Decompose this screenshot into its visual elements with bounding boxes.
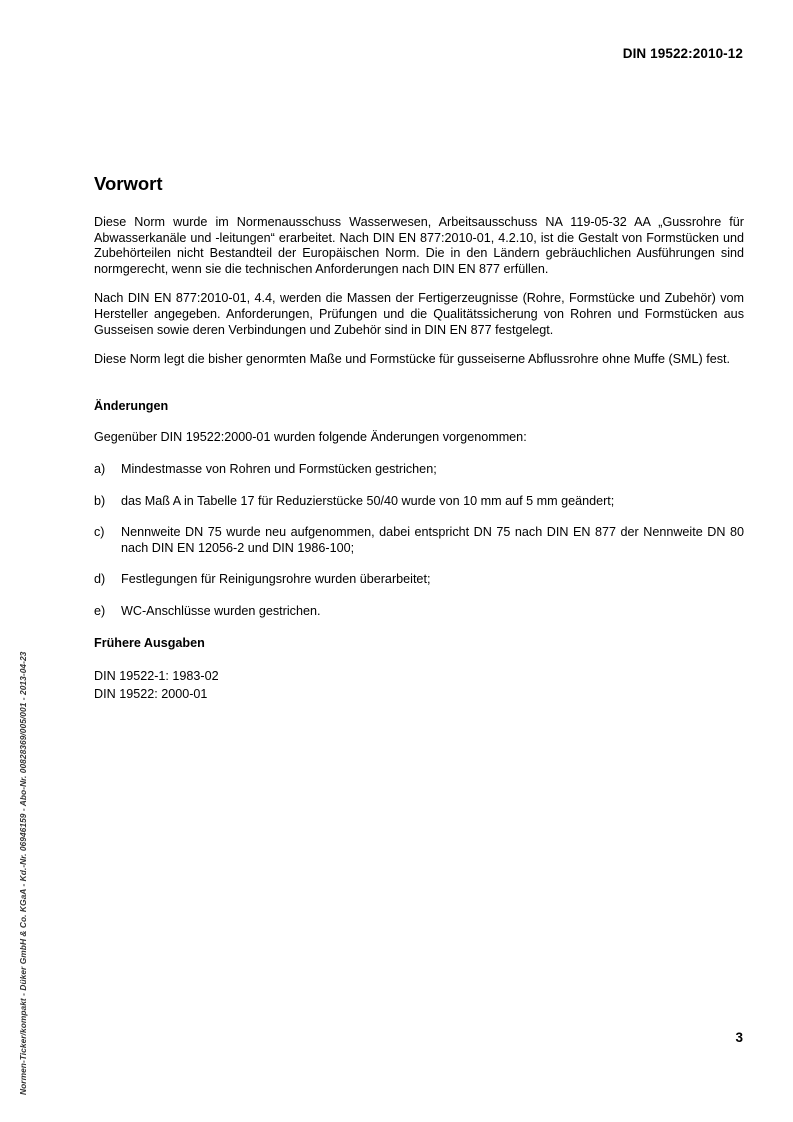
list-marker: b) — [94, 493, 106, 508]
list-item-text: Nennweite DN 75 wurde neu aufgenommen, dabei entspricht DN 75 nach DIN EN 877 der Nennweite DN 80 nach DIN EN 12056-2 und DIN 1986-100; — [121, 525, 744, 555]
previous-edition-item: DIN 19522-1: 1983-02 — [94, 669, 219, 684]
page-content — [94, 174, 744, 703]
list-item-text: das Maß A in Tabelle 17 für Reduzierstücke 50/40 wurde von 10 mm auf 5 mm geändert; — [121, 493, 615, 508]
license-side-note: Normen-Ticker/kompakt - Düker GmbH & Co. KGaA - Kd.-Nr. 06946159 - Abo-Nr. 00828369/005/001 - 2013-04-23 — [18, 651, 28, 1095]
list-item — [94, 572, 744, 588]
list-item — [94, 604, 744, 620]
previous-edition-item: DIN 19522: 2000-01 — [94, 687, 208, 702]
page-number: 3 — [735, 1030, 743, 1045]
list-marker: a) — [94, 461, 106, 476]
changes-intro: Gegenüber DIN 19522:2000-01 wurden folgende Änderungen vorgenommen: — [94, 430, 527, 445]
list-marker: c) — [94, 525, 105, 540]
document-id: DIN 19522:2010-12 — [622, 46, 743, 61]
previous-editions-heading: Frühere Ausgaben — [94, 635, 205, 650]
list-item — [94, 525, 744, 556]
foreword-paragraph-2: Nach DIN EN 877:2010-01, 4.4, werden die Massen der Fertigerzeugnisse (Rohre, Formstücke und Zubehör) vom Hersteller angegeben. Anforderungen, Prüfungen und die Qualitätssicherung von Rohren und Formstücken aus Gusseisen sowie deren Verbindungen und Zubehör sind in DIN EN 877 festgelegt. — [94, 291, 744, 337]
list-item — [94, 494, 744, 510]
page-title: Vorwort — [94, 173, 163, 194]
foreword-paragraph-1: Diese Norm wurde im Normenausschuss Wasserwesen, Arbeitsausschuss NA 119-05-32 AA „Gussrohre für Abwasserkanäle und -leitungen“ erarbeitet. Nach DIN EN 877:2010-01, 4.2.10, ist die Gestalt von Formstücken und Zubehörteilen nicht Bestandteil der Europäischen Norm. Die in den Ländern gebräuchlichen Ausführungen sind normgerecht, wenn sie die technischen Anforderungen nach DIN EN 877 erfüllen. — [94, 215, 744, 276]
list-marker: e) — [94, 603, 106, 618]
foreword-paragraph-3: Diese Norm legt die bisher genormten Maße und Formstücke für gusseiserne Abflussrohre ohne Muffe (SML) fest. — [94, 352, 731, 367]
list-item — [94, 462, 744, 478]
changes-heading: Änderungen — [94, 398, 169, 413]
list-marker: d) — [94, 572, 106, 587]
list-item-text: Mindestmasse von Rohren und Formstücken gestrichen; — [121, 461, 437, 476]
changes-list — [94, 462, 744, 620]
list-item-text: Festlegungen für Reinigungsrohre wurden überarbeitet; — [121, 572, 431, 587]
list-item-text: WC-Anschlüsse wurden gestrichen. — [121, 603, 321, 618]
